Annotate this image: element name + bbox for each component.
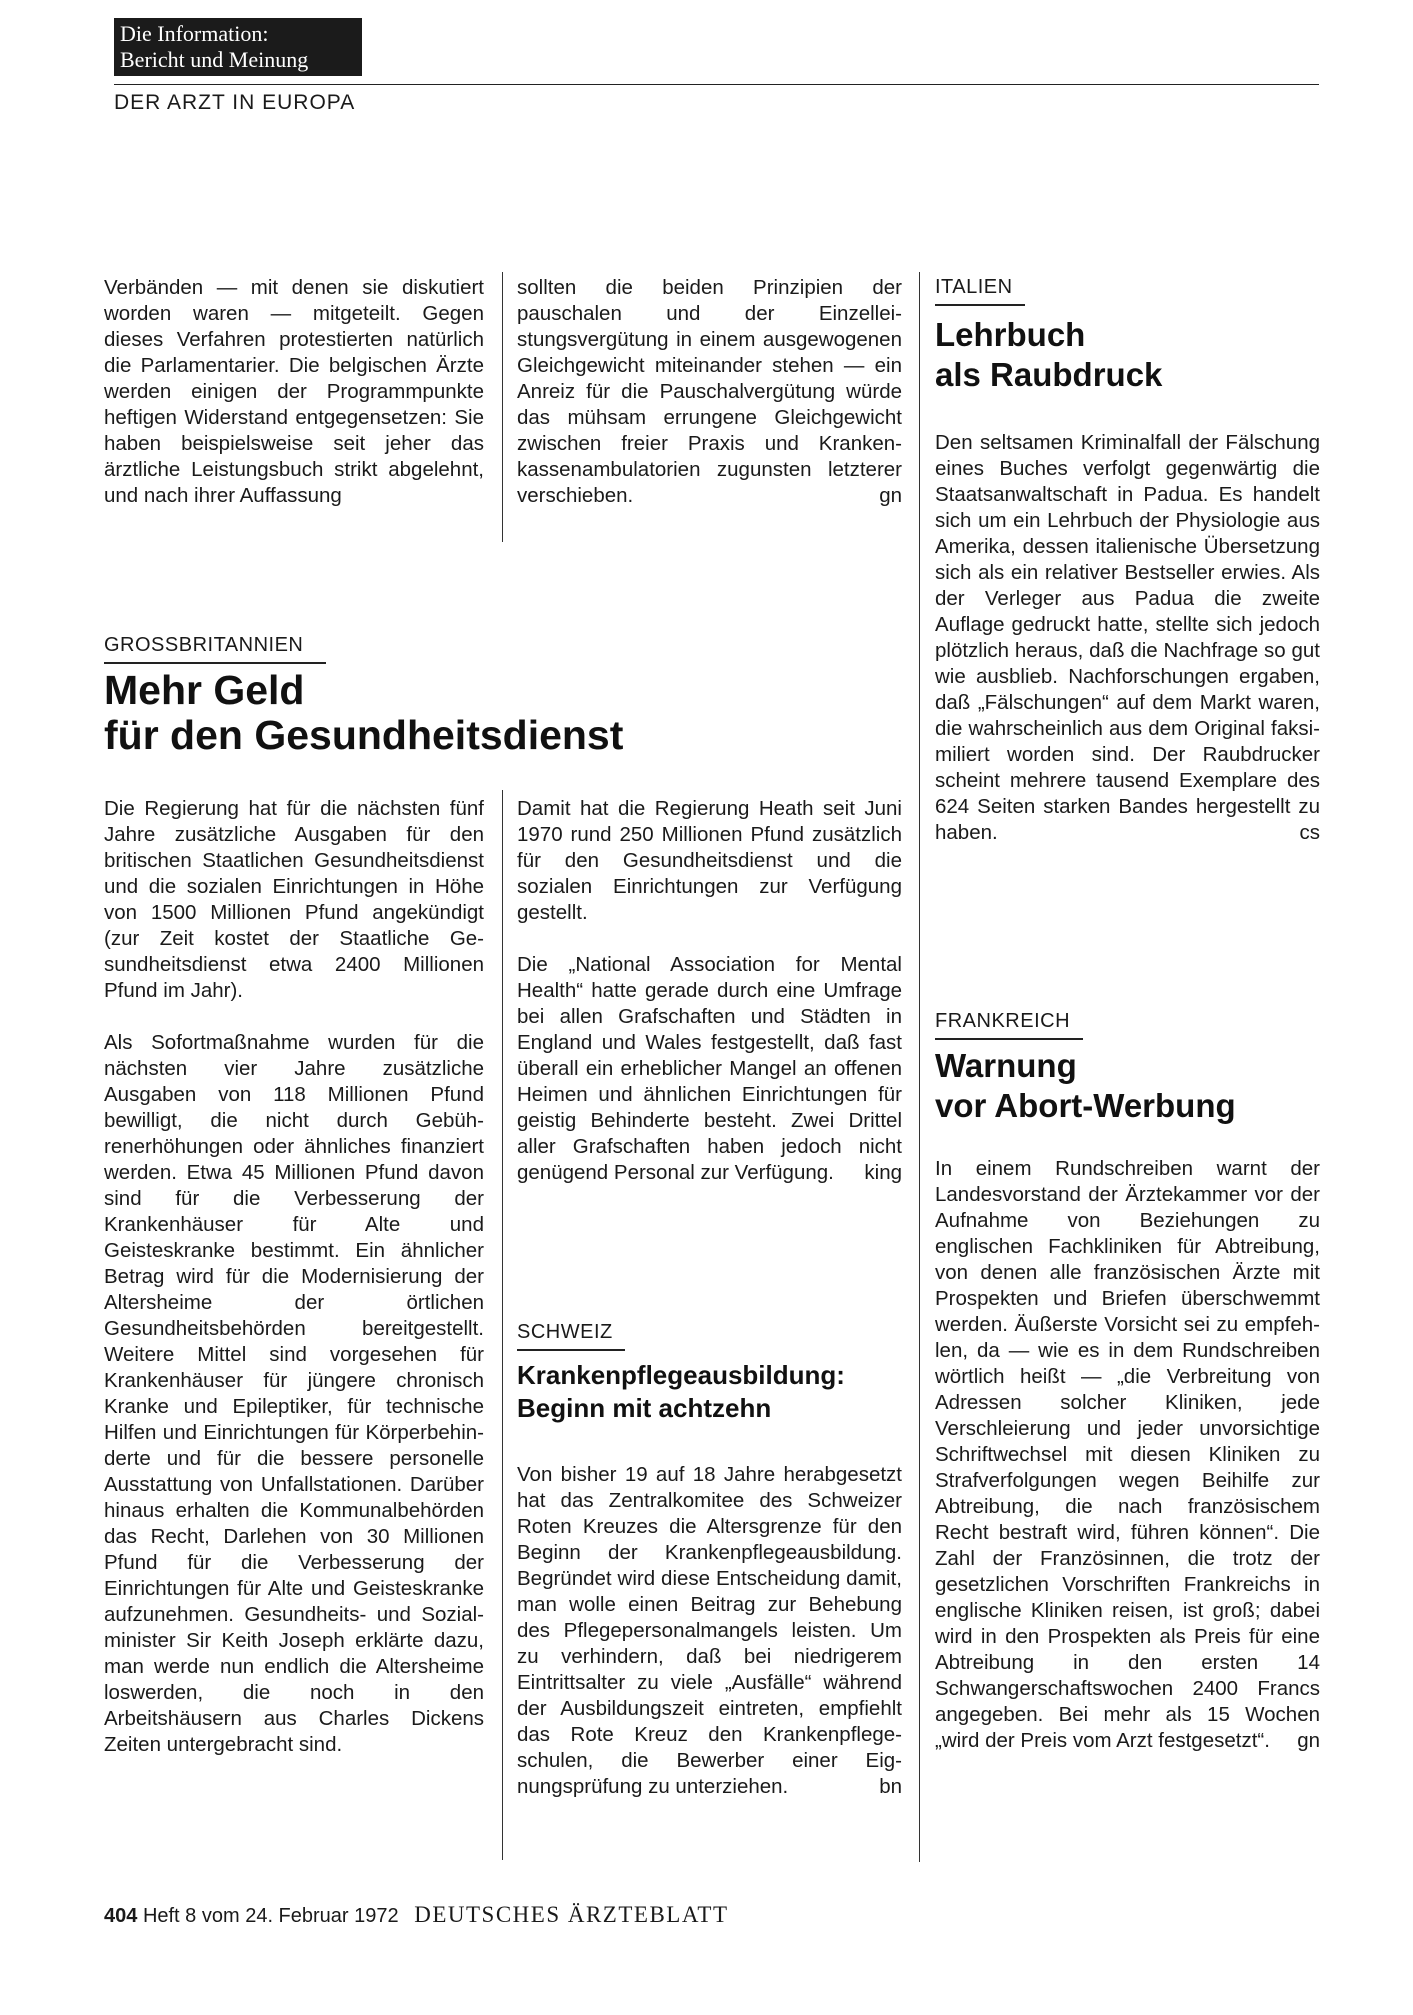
author-sign: gn bbox=[1297, 1729, 1320, 1752]
page-number: 404 bbox=[104, 1905, 138, 1927]
ch-paragraph: Von bisher 19 auf 18 Jahre herabgesetzt hat das Zentralkomitee des Schweizer Roten Kreuzes die Altersgrenze für den Beginn der Krankenpflegeausbildung. Begründet wird diese Entscheidung damit, man wolle einen Beitrag zur Behebung des Pflegepersonalmangels leisten. Um zu verhindern, daß bei niedrigerem Eintrittsalter zu viele „Ausfälle“ während der Ausbildungszeit eintreten, empfiehlt das Rote Kreuz den Krankenpflegeschulen, die Bewerber einer Eignungsprüfung zu unterziehen. bn bbox=[517, 1463, 902, 1798]
continued-paragraph-2: sollten die beiden Prinzipien der pauschalen und der Einzelleistungsvergütung in einem ausgewogenen Gleichgewicht miteinander stehen — ein Anreiz für die Pauschalvergütung würde das mühsam errungene Gleichgewicht zwischen freier Praxis und Krankenkassenambulatorien zugunsten letzterer verschieben. gn bbox=[517, 276, 902, 507]
author-sign: cs bbox=[1299, 821, 1320, 844]
gb-col1 bbox=[104, 796, 484, 1758]
ch-headline bbox=[517, 1359, 845, 1425]
it-column bbox=[935, 430, 1320, 846]
it-headline-line2: als Raubdruck bbox=[935, 356, 1163, 393]
gb-paragraph-4: Die „National Association for Mental Health“ hatte gerade durch eine Umfrage bei allen Grafschaften und Städten in England und Wales festgestellt, daß fast überall ein erheblicher Mangel an offenen Heimen und ähnlichen Einrichtungen für geistig Behinderte besteht. Zwei Drittel aller Grafschaften haben jedoch nicht genügend Personal zur Verfügung. king bbox=[517, 953, 902, 1184]
gb-paragraph-3: Damit hat die Regierung Heath seit Juni 1970 rund 250 Millionen Pfund zusätzlich für den Gesundheitsdienst und die sozialen Einrichtungen zur Verfügung gestellt. bbox=[517, 797, 902, 924]
gb-headline-line1: Mehr Geld bbox=[104, 667, 305, 713]
header-rule bbox=[114, 84, 1319, 85]
it-headline bbox=[935, 315, 1162, 395]
it-paragraph: Den seltsamen Kriminalfall der Fälschung eines Buches verfolgt gegenwärtig die Staatsanwaltschaft in Padua. Es handelt sich um ein Lehrbuch der Physiologie aus Amerika, dessen italienische Übersetzung sich als ein relativer Bestseller erwies. Als der Verleger aus Padua die zweite Auflage gedruckt hatte, stellte sich jedoch plötzlich heraus, daß die Nachfrage so gut wie ausblieb. Nachforschungen ergaben, daß „Fälschungen“ auf dem Markt waren, die wahrscheinlich aus dem Original faksimiliert worden sind. Der Raubdrucker scheint mehrere tausend Exemplare des 624 Seiten starken Bandes hergestellt zu haben. cs bbox=[935, 431, 1320, 844]
column-rule bbox=[919, 272, 920, 1862]
ch-headline-line1: Krankenpflegeausbildung: bbox=[517, 1360, 845, 1390]
gb-paragraph-2: Als Sofortmaßnahme wurden für die nächsten vier Jahre zusätzliche Ausgaben von 118 Millionen Pfund bewilligt, die nicht durch Gebührenerhöhungen oder ähnliches finanziert werden. Etwa 45 Millionen Pfund davon sind für die Verbesserung der Krankenhäuser für Alte und Geisteskranke bestimmt. Ein ähnlicher Betrag wird für die Modernisierung der Altersheime der örtlichen Gesundheitsbehörden bereitgestellt. Weitere Mittel sind vorgesehen für Krankenhäuser für jüngere chronisch Kranke und Epileptiker, für technische Hilfen und Einrichtungen für Körperbehinderte und für die bessere personelle Ausstattung von Unfallstationen. Darüber hinaus erhalten die Kommunalbehörden das Recht, Darlehen von 30 Millionen Pfund für die Verbesserung der Einrichtungen für Alte und Geisteskranke aufzunehmen. Gesundheits- und Sozialminister Sir Keith Joseph erklärte dazu, man werde nun endlich die Altersheime loswerden, die noch in den Arbeitshäusern aus Charles Dickens Zeiten untergebracht sind. bbox=[104, 1031, 484, 1756]
fr-kicker: FRANKREICH bbox=[935, 1010, 1071, 1032]
rubric-line-2: Bericht und Meinung bbox=[120, 47, 309, 72]
ch-column bbox=[517, 1462, 902, 1800]
gb-kicker: GROSSBRITANNIEN bbox=[104, 634, 304, 656]
it-kicker-rule bbox=[935, 304, 1025, 306]
gb-paragraph-1: Die Regierung hat für die nächsten fünf Jahre zusätzliche Ausgaben für den britischen Staatlichen Gesundheitsdienst und die sozialen Einrichtungen in Höhe von 1500 Millionen Pfund angekündigt (zur Zeit kostet der Staatliche Gesundheitsdienst etwa 2400 Millionen Pfund im Jahr). bbox=[104, 797, 484, 1002]
issue-line: Heft 8 vom 24. Februar 1972 bbox=[142, 1905, 399, 1927]
ch-kicker: SCHWEIZ bbox=[517, 1321, 613, 1343]
ch-headline-line2: Beginn mit achtzehn bbox=[517, 1393, 772, 1423]
fr-headline bbox=[935, 1046, 1236, 1126]
gb-headline-line2: für den Gesundheitsdienst bbox=[104, 712, 624, 758]
continued-text-col1 bbox=[104, 275, 484, 509]
column-rule bbox=[502, 790, 503, 1860]
it-kicker: ITALIEN bbox=[935, 276, 1013, 298]
fr-column bbox=[935, 1156, 1320, 1754]
author-sign: king bbox=[864, 1161, 902, 1184]
gb-kicker-rule bbox=[104, 662, 326, 664]
fr-headline-line1: Warnung bbox=[935, 1047, 1077, 1084]
author-sign: gn bbox=[879, 484, 902, 507]
ch-kicker-rule bbox=[517, 1349, 625, 1351]
continued-paragraph-1: Verbänden — mit denen sie diskutiert worden waren — mitgeteilt. Gegen dieses Verfahren protestierten natürlich die Parlamentarier. Die belgischen Ärzte werden einigen der Programmpunkte heftigen Widerstand entgegensetzen: Sie haben beispielsweise seit jeher das ärztliche Leistungsbuch strikt abgelehnt, und nach ihrer Auffassung bbox=[104, 276, 484, 507]
rubric-line-1: Die Information: bbox=[120, 21, 269, 46]
fr-kicker-rule bbox=[935, 1038, 1083, 1040]
gb-headline bbox=[104, 668, 623, 758]
gb-col2 bbox=[517, 796, 902, 1186]
it-headline-line1: Lehrbuch bbox=[935, 316, 1086, 353]
page-footer bbox=[104, 1902, 729, 1929]
column-rule bbox=[502, 272, 503, 542]
fr-headline-line2: vor Abort-Werbung bbox=[935, 1087, 1236, 1124]
section-title: DER ARZT IN EUROPA bbox=[114, 91, 356, 114]
magazine-name: DEUTSCHES ÄRZTEBLATT bbox=[414, 1902, 729, 1927]
fr-paragraph: In einem Rundschreiben warnt der Landesvorstand der Ärztekammer vor der Aufnahme von Beziehungen zu englischen Fachkliniken für Abtreibung, von denen alle französischen Ärzte mit Prospekten und Briefen überschwemmt werden. Äußerste Vorsicht sei zu empfehlen, da — wie es in dem Rundschreiben wörtlich heißt — „die Verbreitung von Adressen solcher Kliniken, jede Verschleierung und jeder unvorsichtige Schriftwechsel mit diesen Kliniken zu Strafverfolgungen wegen Beihilfe zur Abtreibung, die nach französischem Recht bestraft wird, führen können“. Die Zahl der Französinnen, die trotz der gesetzlichen Vorschriften Frankreichs in englische Kliniken reisen, ist groß; dabei wird in den Prospekten als Preis für eine Abtreibung in den ersten 14 Schwangerschaftswochen 2400 Francs angegeben. Bei mehr als 15 Wochen „wird der Preis vom Arzt festgesetzt“. gn bbox=[935, 1157, 1320, 1752]
author-sign: bn bbox=[879, 1775, 902, 1798]
rubric-box bbox=[114, 18, 362, 76]
continued-text-col2 bbox=[517, 275, 902, 509]
